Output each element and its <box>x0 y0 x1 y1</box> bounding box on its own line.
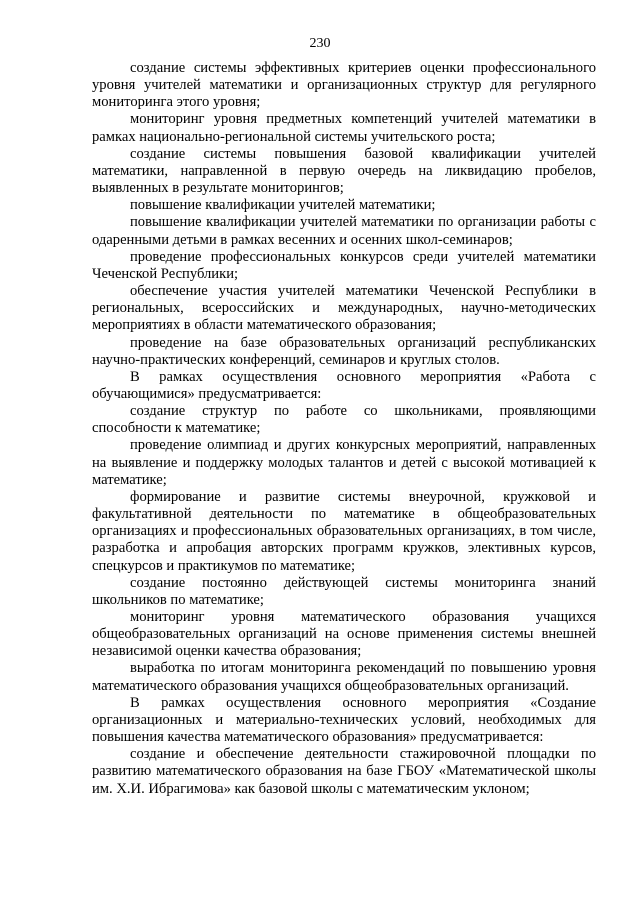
paragraph: создание системы эффективных критериев оценки профессионального уровня учителей математики и организационных структур для регулярного мониторинга этого уровня; <box>92 60 596 111</box>
paragraph: проведение олимпиад и других конкурсных мероприятий, направленных на выявление и поддержку молодых талантов и детей с высокой мотивацией к математике; <box>92 437 596 488</box>
paragraph: формирование и развитие системы внеурочной, кружковой и факультативной деятельности по математике в общеобразовательных организациях и профессиональных образовательных организациях, в том числе, разработка и апробация авторских программ кружков, элективных курсов, спецкурсов и практикумов по математике; <box>92 488 596 574</box>
paragraph: мониторинг уровня математического образования учащихся общеобразовательных организаций на основе применения системы внешней независимой оценки качества образования; <box>92 609 596 660</box>
paragraph: создание структур по работе со школьниками, проявляющими способности к математике; <box>92 403 596 437</box>
paragraph: проведение на базе образовательных организаций республиканских научно-практических конференций, семинаров и круглых столов. <box>92 334 596 368</box>
paragraph: создание и обеспечение деятельности стажировочной площадки по развитию математического образования на базе ГБОУ «Математической школы им. Х.И. Ибрагимова» как базовой школы с математическим уклоном; <box>92 746 596 797</box>
paragraph: создание постоянно действующей системы мониторинга знаний школьников по математике; <box>92 574 596 608</box>
paragraph: проведение профессиональных конкурсов среди учителей математики Чеченской Республики; <box>92 248 596 282</box>
paragraph: мониторинг уровня предметных компетенций учителей математики в рамках национально-региональной системы учительского роста; <box>92 111 596 145</box>
paragraph: повышение квалификации учителей математики по организации работы с одаренными детьми в рамках весенних и осенних школ-семинаров; <box>92 214 596 248</box>
paragraph: обеспечение участия учителей математики Чеченской Республики в региональных, всероссийских и международных, научно-методических мероприятиях в области математического образования; <box>92 283 596 334</box>
body-text <box>92 60 596 798</box>
page-number: 230 <box>309 36 331 51</box>
paragraph: В рамках осуществления основного мероприятия «Работа с обучающимися» предусматривается: <box>92 368 596 402</box>
paragraph: выработка по итогам мониторинга рекомендаций по повышению уровня математического образования учащихся общеобразовательных организаций. <box>92 660 596 694</box>
paragraph: В рамках осуществления основного мероприятия «Создание организационных и материально-технических условий, необходимых для повышения качества математического образования» предусматривается: <box>92 694 596 746</box>
paragraph: создание системы повышения базовой квалификации учителей математики, направленной в первую очередь на ликвидацию пробелов, выявленных в результате мониторингов; <box>92 145 596 197</box>
paragraph: повышение квалификации учителей математики; <box>130 197 436 214</box>
